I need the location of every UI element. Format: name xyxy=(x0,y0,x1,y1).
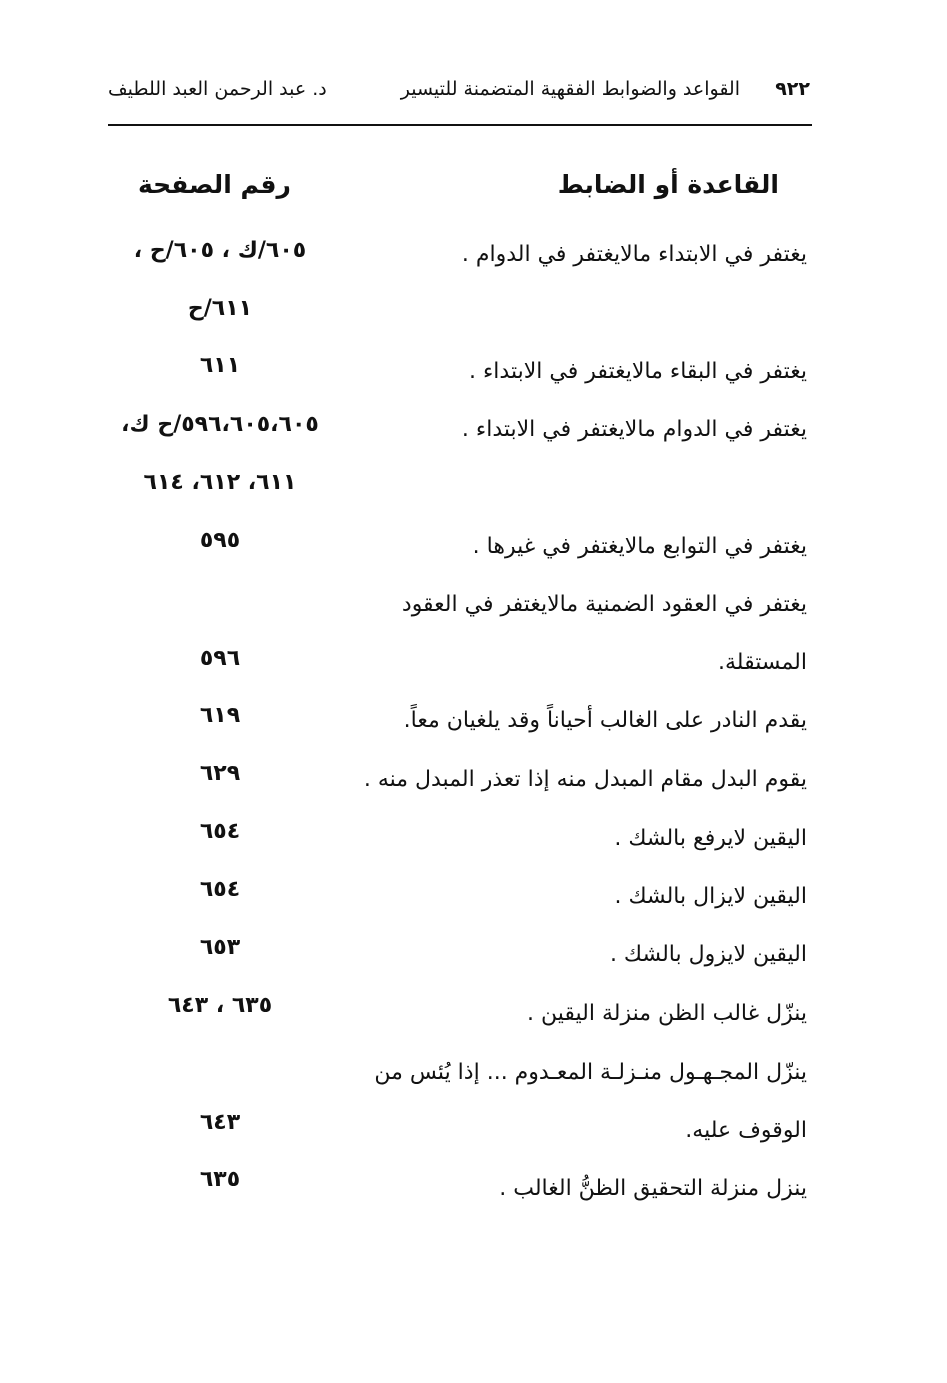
rule-text: يقدم النادر على الغالب أحياناً وقد يلغيان معاً. xyxy=(403,708,807,733)
page-ref: ٦٥٣ xyxy=(199,935,241,960)
page-ref: ٦٢٩ xyxy=(199,761,241,786)
page-ref: ٦١٩ xyxy=(199,703,241,728)
page-ref: ٦١١ xyxy=(199,353,241,378)
page-ref: ٦٣٥ xyxy=(199,1167,241,1192)
page-ref: ٦٠٥/ك ، ٦٠٥/ح ، xyxy=(133,238,307,263)
rule-text: المستقلة. xyxy=(718,650,807,675)
running-header xyxy=(108,78,810,114)
page-ref: ٦١١/ح xyxy=(187,296,253,321)
page-ref: ٥٩٦،٦٠٥،٦٠٥/ح ك، xyxy=(121,412,319,437)
column-heading-rule: القاعدة أو الضابط xyxy=(557,170,779,199)
page-number: ٩٢٢ xyxy=(775,78,810,100)
header-divider xyxy=(108,124,812,126)
page-ref: ٦٣٥ ، ٦٤٣ xyxy=(167,993,273,1018)
rule-text: اليقين لايرفع بالشك . xyxy=(614,826,807,851)
column-heading-page: رقم الصفحة xyxy=(138,170,291,199)
rule-text: اليقين لايزول بالشك . xyxy=(609,942,807,967)
rule-text: الوقوف عليه. xyxy=(685,1118,807,1143)
page-ref: ٦٤٣ xyxy=(199,1110,241,1135)
rule-text: يغتفر في الابتداء مالايغتفر في الدوام . xyxy=(461,242,807,267)
page-ref: ٦٥٤ xyxy=(199,877,241,902)
rule-text: ينزل منزلة التحقيق الظنُّ الغالب . xyxy=(499,1176,807,1201)
rule-text: ينزّل غالب الظن منزلة اليقين . xyxy=(527,1001,807,1026)
page-ref: ٥٩٦ xyxy=(199,646,241,671)
author-name: د. عبد الرحمن العبد اللطيف xyxy=(108,78,327,100)
rule-text: يغتفر في التوابع مالايغتفر في غيرها . xyxy=(472,534,807,559)
rule-text: يغتفر في العقود الضمنية مالايغتفر في العقود xyxy=(401,592,807,617)
page-ref: ٦١١، ٦١٢، ٦١٤ xyxy=(143,470,297,495)
rule-text: يغتفر في الدوام مالايغتفر في الابتداء . xyxy=(461,417,807,442)
book-title: القواعد والضوابط الفقهية المتضمنة للتيسير xyxy=(400,78,740,100)
rule-text: يقوم البدل مقام المبدل منه إذا تعذر المبدل منه . xyxy=(363,767,807,792)
rule-text: يغتفر في البقاء مالايغتفر في الابتداء . xyxy=(468,359,807,384)
page-ref: ٥٩٥ xyxy=(199,528,241,553)
rule-text: اليقين لايزال بالشك . xyxy=(614,884,807,909)
page-ref: ٦٥٤ xyxy=(199,819,241,844)
rule-text: ينزّل المجـهـول منـزلـة المعـدوم ... إذا يُئس من xyxy=(374,1060,807,1085)
